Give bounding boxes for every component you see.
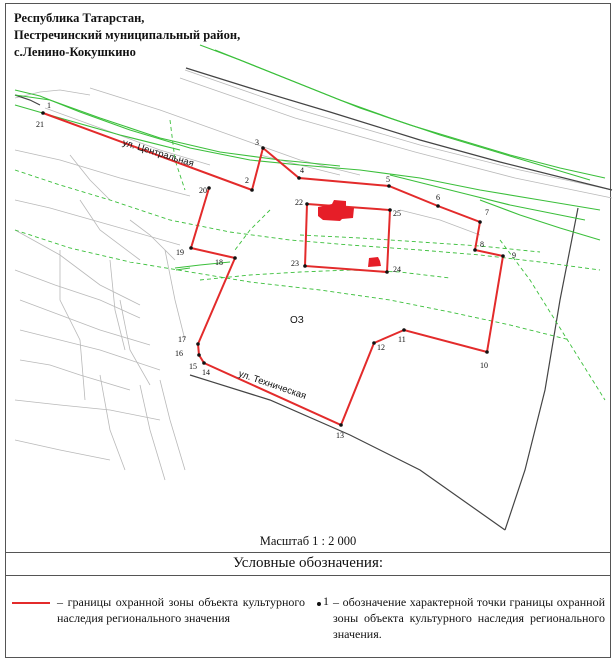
legend-boundary-line-symbol [12, 602, 50, 604]
point-label-12: 12 [377, 343, 385, 352]
header-region: Республика Татарстан, [14, 11, 145, 25]
protection-zone-boundary [43, 113, 503, 425]
point-label-22: 22 [295, 198, 303, 207]
point-label-5: 5 [386, 175, 390, 184]
map-scale: Масштаб 1 : 2 000 [259, 534, 357, 548]
zone-label: ОЗ [290, 315, 304, 326]
greenery-lines [15, 45, 605, 270]
point-label-15: 15 [189, 362, 197, 371]
legend-divider-bottom [5, 575, 611, 576]
greenery-dashed-lines [15, 120, 605, 400]
legend-title: Условные обозначения: [232, 555, 384, 571]
point-label-8: 8 [480, 240, 484, 249]
header-district: Пестречинский муниципальный район, [14, 28, 241, 42]
point-label-9: 9 [512, 251, 516, 260]
territory-border [15, 68, 612, 530]
point-label-6: 6 [436, 193, 440, 202]
point-label-2: 2 [245, 176, 249, 185]
header-settlement: с.Ленино-Кокушкино [14, 45, 136, 59]
point-label-13: 13 [336, 431, 344, 440]
point-label-14: 14 [202, 368, 210, 377]
point-label-10: 10 [480, 361, 488, 370]
point-label-7: 7 [485, 208, 489, 217]
point-label-21: 21 [36, 120, 44, 129]
point-label-1: 1 [47, 101, 51, 110]
legend-boundary-description: – границы охранной зоны объекта культурного наследия регионального значения [57, 595, 305, 625]
point-label-3: 3 [255, 138, 259, 147]
point-label-20: 20 [199, 186, 207, 195]
point-label-17: 17 [178, 335, 186, 344]
point-label-24: 24 [393, 265, 401, 274]
legend-divider-top [5, 552, 611, 553]
legend-point-description: – обозначение характерной точки границы охранной зоны объекта культурного наследия регионального значения. [333, 595, 605, 641]
legend-point-number: 1 [323, 594, 329, 608]
point-label-4: 4 [300, 166, 304, 175]
point-label-11: 11 [398, 335, 406, 344]
street-central-label: ул. Центральная [121, 137, 196, 170]
point-label-19: 19 [176, 248, 184, 257]
buildings [318, 200, 381, 267]
point-label-25: 25 [393, 209, 401, 218]
street-technical-label: ул. Техническая [237, 368, 308, 402]
point-label-23: 23 [291, 259, 299, 268]
location-header [14, 10, 240, 61]
point-label-18: 18 [215, 258, 223, 267]
point-label-16: 16 [175, 349, 183, 358]
legend-point-symbol [317, 602, 321, 606]
